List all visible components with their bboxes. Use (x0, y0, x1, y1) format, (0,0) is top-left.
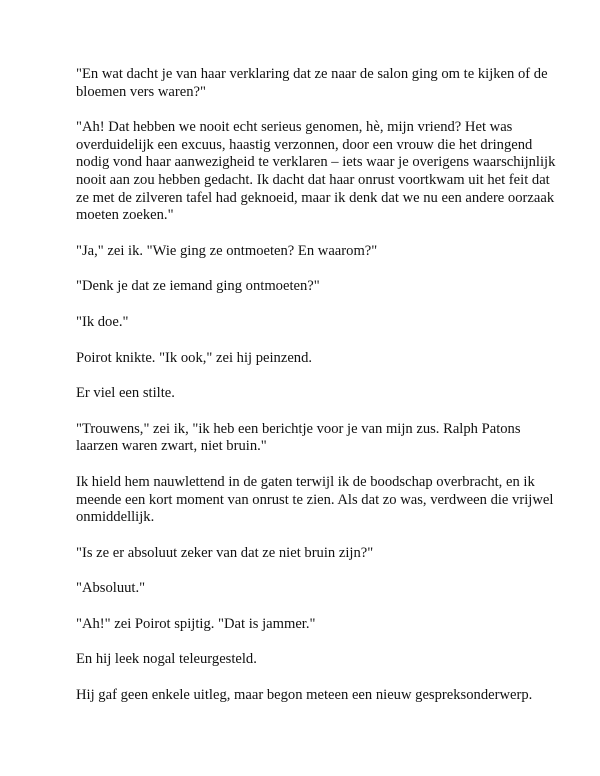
paragraph-2: "Ah! Dat hebben we nooit echt serieus genomen, hè, mijn vriend? Het was overduidelijk een excuus, haastig verzonnen, door een vrouw die het dringend nodig vond haar aanwezigheid te verklaren – iets waar je overigens waarschijnlijk nooit aan zou hebben gedacht. Ik dacht dat haar onrust voortkwam uit het feit dat ze met de zilveren tafel had geknoeid, maar ik denk dat we nu een andere oorzaak moeten zoeken." (76, 119, 556, 224)
paragraph-14: Hij gaf geen enkele uitleg, maar begon meteen een nieuw gespreksonderwerp. (76, 687, 533, 704)
paragraph-13: En hij leek nogal teleurgesteld. (76, 651, 257, 668)
paragraph-1: "En wat dacht je van haar verklaring dat ze naar de salon ging om te kijken of de bloemen vers waren?" (76, 66, 548, 100)
document-page (76, 66, 566, 723)
paragraph-12: "Ah!" zei Poirot spijtig. "Dat is jammer." (76, 615, 316, 632)
paragraph-5: "Ik doe." (76, 313, 129, 330)
paragraph-8: "Trouwens," zei ik, "ik heb een berichtje voor je van mijn zus. Ralph Patons laarzen waren zwart, niet bruin." (76, 420, 521, 455)
paragraph-6: Poirot knikte. "Ik ook," zei hij peinzend. (76, 349, 313, 366)
paragraph-11: "Absoluut." (76, 580, 146, 597)
paragraph-4: "Denk je dat ze iemand ging ontmoeten?" (76, 278, 320, 295)
paragraph-3: "Ja," zei ik. "Wie ging ze ontmoeten? En waarom?" (76, 242, 378, 259)
paragraph-9: Ik hield hem nauwlettend in de gaten terwijl ik de boodschap overbracht, en ik meende een kort moment van onrust te zien. Als dat zo was, verdween die vrijwel onmiddellijk. (76, 473, 554, 526)
paragraph-7: Er viel een stilte. (76, 385, 175, 402)
paragraph-10: "Is ze er absoluut zeker van dat ze niet bruin zijn?" (76, 544, 374, 561)
